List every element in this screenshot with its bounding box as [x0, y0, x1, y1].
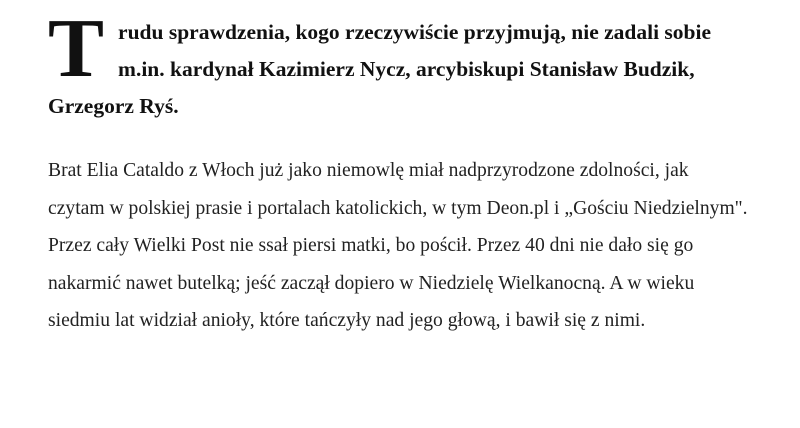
article-body — [48, 0, 748, 332]
lead-text: rudu sprawdzenia, kogo rzeczywiście przyjmują, nie zadali sobie m.in. kardynał Kazimierz Nycz, arcybiskupi Stanisław Budzik, Grzegorz Ryś. — [48, 20, 712, 118]
article-paragraph: Brat Elia Cataldo z Włoch już jako niemowlę miał nadprzyrodzone zdolności, jak czytam w polskiej prasie i portalach katolickich, w tym Deon.pl i „Gościu Niedzielnym". Przez cały Wielki Post nie ssał piersi matki, bo pościł. Przez 40 dni nie dało się go nakarmić nawet butelką; jeść zaczął dopiero w Niedzielę Wielkanocną. A w wieku siedmiu lat widział anioły, które tańczyły nad jego głową, i bawił się z nimi. — [48, 160, 748, 332]
drop-cap-letter: T — [48, 2, 105, 95]
article-lead — [48, 0, 748, 125]
